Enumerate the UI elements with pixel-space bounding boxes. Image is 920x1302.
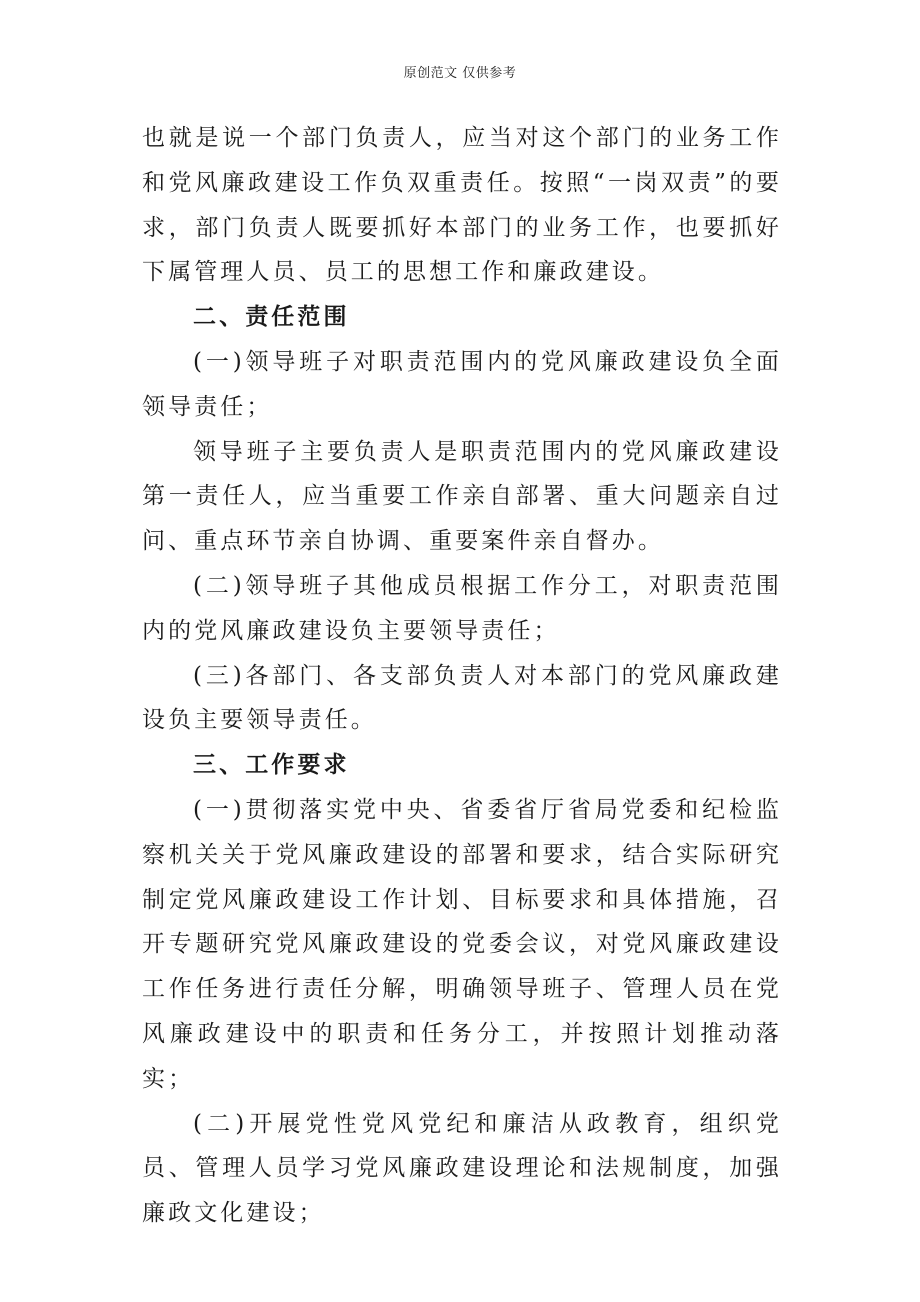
section-heading-work-requirements: 三、工作要求 <box>193 752 350 779</box>
paragraph-scope-leader: 领导班子主要负责人是职责范围内的党风廉政建设第一责任人，应当重要工作亲自部署、重大问题亲自过问、重点环节亲自协调、重要案件亲自督办。 <box>142 438 782 555</box>
page-header: 原创范文 仅供参考 <box>403 66 517 81</box>
paragraph-continuation: 也就是说一个部门负责人，应当对这个部门的业务工作和党风廉政建设工作负双重责任。按照“一岗双责”的要求，部门负责人既要抓好本部门的业务工作，也要抓好下属管理人员、员工的思想工作和廉政建设。 <box>142 125 782 286</box>
paragraph-scope-3: (三)各部门、各支部负责人对本部门的党风廉政建设负主要领导责任。 <box>142 662 782 734</box>
paragraph-requirement-2: (二)开展党性党风党纪和廉洁从政教育，组织党员、管理人员学习党风廉政建设理论和法规制度，加强廉政文化建设； <box>142 1110 782 1227</box>
document-body <box>142 116 782 1236</box>
section-heading-responsibility-scope: 二、责任范围 <box>193 304 350 331</box>
paragraph-requirement-1: (一)贯彻落实党中央、省委省厅省局党委和纪检监察机关关于党风廉政建设的部署和要求，结合实际研究制定党风廉政建设工作计划、目标要求和具体措施，召开专题研究党风廉政建设的党委会议，对党风廉政建设工作任务进行责任分解，明确领导班子、管理人员在党风廉政建设中的职责和任务分工，并按照计划推动落实； <box>142 796 782 1092</box>
paragraph-scope-2: (二)领导班子其他成员根据工作分工，对职责范围内的党风廉政建设负主要领导责任； <box>142 572 782 644</box>
paragraph-scope-1: (一)领导班子对职责范围内的党风廉政建设负全面领导责任； <box>142 348 782 420</box>
